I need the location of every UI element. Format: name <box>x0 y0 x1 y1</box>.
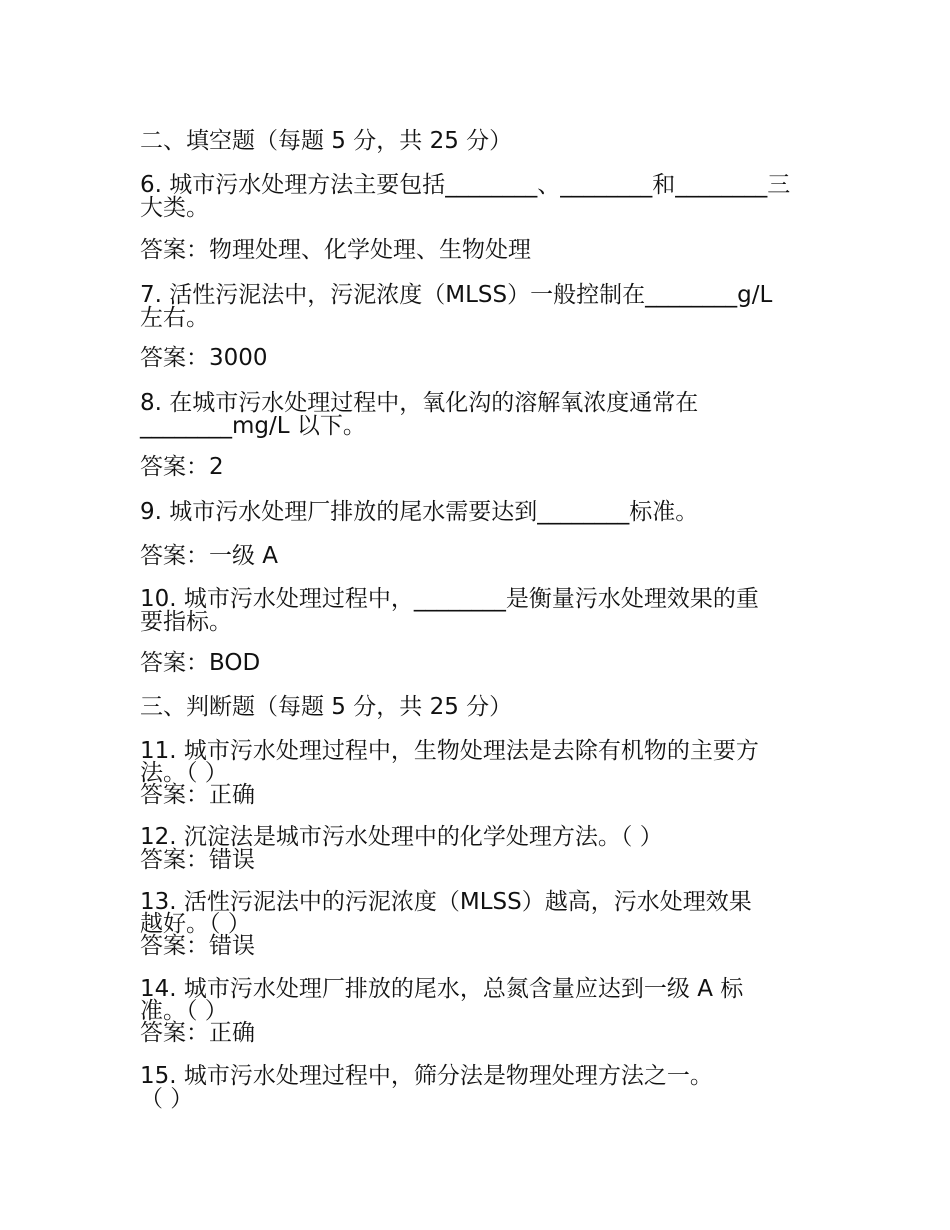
question-14-line-2: 准。（ ） <box>140 998 228 1024</box>
question-9-answer: 答案：一级 A <box>140 543 279 569</box>
question-10-answer: 答案：BOD <box>140 650 261 676</box>
question-14-answer: 答案：正确 <box>140 1020 255 1046</box>
question-14-line-1: 14. 城市污水处理厂排放的尾水，总氮含量应达到一级 A 标 <box>140 976 744 1002</box>
section-heading-fill-in: 二、填空题（每题 5 分，共 25 分） <box>140 128 513 154</box>
question-15-line-2: （ ） <box>140 1086 194 1112</box>
question-15-line-1: 15. 城市污水处理过程中，筛分法是物理处理方法之一。 <box>140 1063 713 1089</box>
question-8-line-1: 8. 在城市污水处理过程中，氧化沟的溶解氧浓度通常在 <box>140 390 699 416</box>
question-6-line-2: 大类。 <box>140 195 209 221</box>
section-heading-true-false: 三、判断题（每题 5 分，共 25 分） <box>140 694 513 720</box>
question-7-line-1: 7. 活性污泥法中，污泥浓度（MLSS）一般控制在________g/L <box>140 282 773 308</box>
question-11-line-2: 法。（ ） <box>140 760 228 786</box>
question-8-line-2: ________mg/L 以下。 <box>140 413 366 439</box>
question-10-line-2: 要指标。 <box>140 609 232 635</box>
question-6-line-1: 6. 城市污水处理方法主要包括________、________和________三 <box>140 172 791 198</box>
question-7-answer: 答案：3000 <box>140 345 268 371</box>
question-12-line-1: 12. 沉淀法是城市污水处理中的化学处理方法。（ ） <box>140 824 663 850</box>
question-12-answer: 答案：错误 <box>140 847 255 873</box>
question-10-line-1: 10. 城市污水处理过程中，________是衡量污水处理效果的重 <box>140 586 759 612</box>
question-6-answer: 答案：物理处理、化学处理、生物处理 <box>140 237 531 263</box>
question-13-line-1: 13. 活性污泥法中的污泥浓度（MLSS）越高，污水处理效果 <box>140 889 752 915</box>
question-7-line-2: 左右。 <box>140 305 209 331</box>
question-9-line-1: 9. 城市污水处理厂排放的尾水需要达到________标准。 <box>140 499 699 525</box>
question-13-line-2: 越好。（ ） <box>140 911 251 937</box>
question-11-answer: 答案：正确 <box>140 782 255 808</box>
question-8-answer: 答案：2 <box>140 454 224 480</box>
question-13-answer: 答案：错误 <box>140 933 255 959</box>
question-11-line-1: 11. 城市污水处理过程中，生物处理法是去除有机物的主要方 <box>140 738 759 764</box>
